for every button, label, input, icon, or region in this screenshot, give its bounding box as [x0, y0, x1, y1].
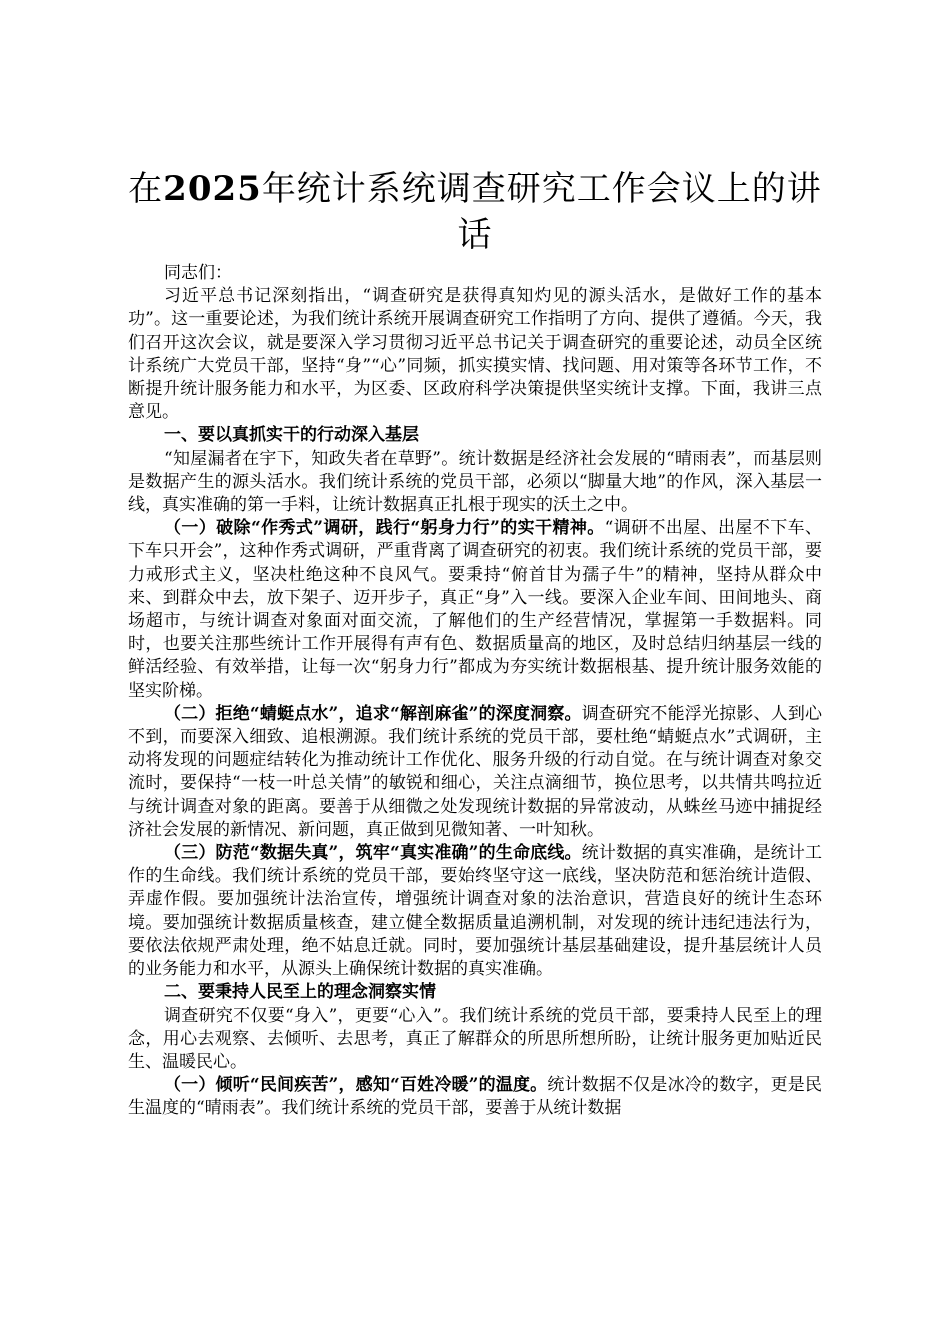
- document-title: [128, 166, 822, 258]
- point-text: 统计数据的真实准确，是统计工作的生命线。我们统计系统的党员干部，要始终坚守这一底线，坚决防范和惩治统计造假、弄虚作假。要加强统计法治宣传，增强统计调查对象的法治意识，营造良好的统计生态环境。要加强统计数据质量核查，建立健全数据质量追溯机制，对发现的统计违纪违法行为，要依法依规严肃处理，绝不姑息迁就。同时，要加强统计基层基础建设，提升基层统计人员的业务能力和水平，从源头上确保统计数据的真实准确。: [128, 843, 822, 980]
- point-text: 统计数据不仅是冰冷的数字，更是民生温度的“晴雨表”。我们统计系统的党员干部，要善于从统计数据: [128, 1075, 822, 1119]
- title-prefix: 在: [128, 169, 164, 209]
- section-1-point-1: [128, 517, 822, 703]
- section-1-heading: 一、要以真抓实干的行动深入基层: [164, 425, 419, 446]
- section-1-point-3: [128, 842, 822, 981]
- point-lead: （二）拒绝“蜻蜓点水”，追求“解剖麻雀”的深度洞察。: [164, 703, 582, 724]
- point-lead: （一）倾听“民间疾苦”，感知“百姓冷暖”的温度。: [164, 1075, 548, 1096]
- point-text: “调研不出屋、出屋不下车、下车只开会”，这种作秀式调研，严重背离了调查研究的初衷。我们统计系统的党员干部，要力戒形式主义，坚决杜绝这种不良风气。要秉持“俯首甘为孺子牛”的精神，坚持从群众中来、到群众中去，放下架子、迈开步子，真正“身”入一线。要深入企业车间、田间地头、商场超市，与统计调查对象面对面交流，了解他们的生产经营情况，掌握第一手数据料。同时，也要关注那些统计工作开展得有声有色、数据质量高的地区，及时总结归纳基层一线的鲜活经验、有效举措，让每一次“躬身力行”都成为夯实统计数据根基、提升统计服务效能的坚实阶梯。: [128, 518, 822, 701]
- section-1-body: “知屋漏者在宇下，知政失者在草野”。统计数据是经济社会发展的“晴雨表”，而基层则是数据产生的源头活水。我们统计系统的党员干部，必须以“脚量大地”的作风，深入基层一线，真实准确的第一手料，让统计数据真正扎根于现实的沃土之中。: [128, 448, 822, 516]
- section-2-point-1: [128, 1074, 822, 1120]
- intro-paragraph: 习近平总书记深刻指出，“调查研究是获得真知灼见的源头活水，是做好工作的基本功”。这一重要论述，为我们统计系统开展调查研究工作指明了方向、提供了遵循。今天，我们召开这次会议，就是要深入学习贯彻习近平总书记关于调查研究的重要论述，动员全区统计系统广大党员干部，坚持“身”“心”同频，抓实摸实情、找问题、用对策等各环节工作，不断提升统计服务能力和水平，为区委、区政府科学决策提供坚实统计支撑。下面，我讲三点意见。: [128, 286, 822, 423]
- title-year: 2025: [163, 169, 262, 209]
- section-2-body: 调查研究不仅要“身入”，更要“心入”。我们统计系统的党员干部，要秉持人民至上的理念，用心去观察、去倾听、去思考，真正了解群众的所思所想所盼，让统计服务更加贴近民生、温暖民心。: [128, 1005, 822, 1072]
- document-page: [128, 166, 822, 1121]
- section-2-heading: 二、要秉持人民至上的理念洞察实情: [164, 982, 436, 1003]
- point-lead: （三）防范“数据失真”，筑牢“真实准确”的生命底线。: [164, 843, 582, 864]
- point-lead: （一）破除“作秀式”调研，践行“躬身力行”的实干精神。: [164, 518, 605, 539]
- point-text: 调查研究不能浮光掠影、人到心不到，而要深入细致、追根溯源。我们统计系统的党员干部，要杜绝“蜻蜓点水”式调研，主动将发现的问题症结转化为推动统计工作优化、服务升级的行动自觉。在与统计调查对象交流时，要保持“一枝一叶总关情”的敏锐和细心，关注点滴细节，换位思考，以共情共鸣拉近与统计调查对象的距离。要善于从细微之处发现统计数据的异常波动，从蛛丝马迹中捕捉经济社会发展的新情况、新问题，真正做到见微知著、一叶知秋。: [128, 703, 822, 840]
- section-1-point-2: [128, 703, 822, 842]
- salutation: 同志们：: [164, 263, 232, 283]
- title-rest: 年统计系统调查研究工作会议上的讲话: [261, 169, 822, 255]
